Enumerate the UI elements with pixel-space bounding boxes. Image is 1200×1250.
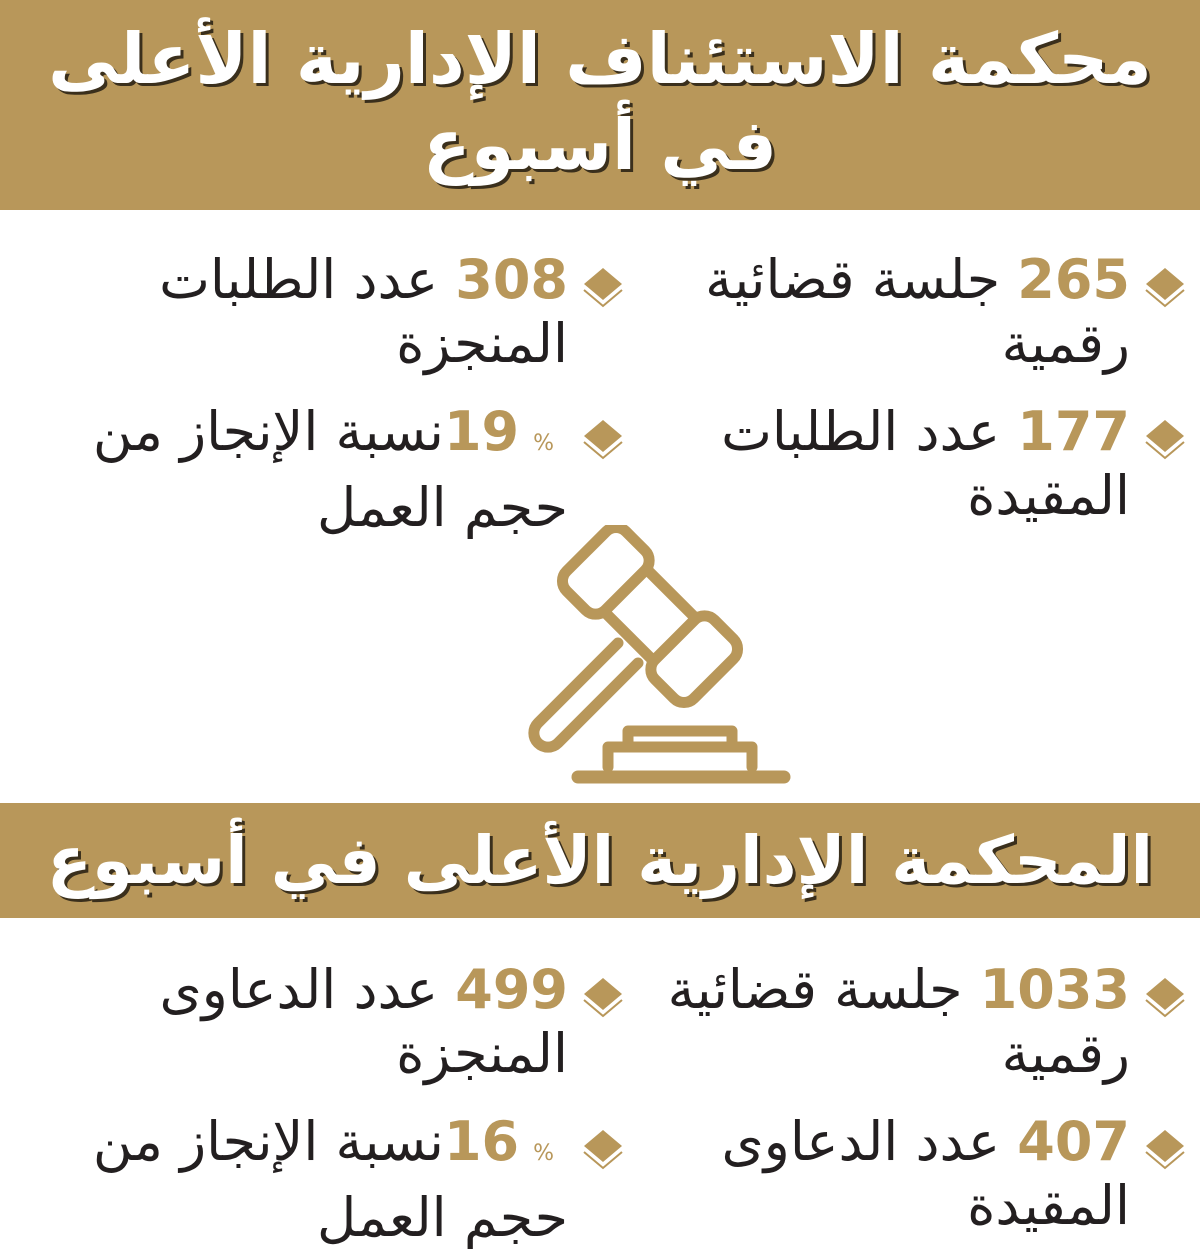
stat-completed-cases xyxy=(48,958,568,1098)
stat-number: 265 xyxy=(1017,248,1130,311)
stat-label-line2: رقمية xyxy=(1001,312,1130,375)
section1-banner xyxy=(0,0,1200,210)
stat-label-line2: رقمية xyxy=(1001,1022,1130,1085)
stat-number: 16 xyxy=(443,1110,520,1173)
percent-sign: % xyxy=(533,1141,554,1166)
stat-number: 308 xyxy=(455,248,568,311)
stat-number: 19 xyxy=(443,400,520,463)
stat-label-line2: المقيدة xyxy=(967,1174,1130,1237)
stat-label-line1: عدد الدعاوى xyxy=(721,1110,1001,1173)
section1-title-line2: في أسبوع xyxy=(422,104,778,186)
stat-completed-requests xyxy=(48,248,568,388)
stat-label-line1: نسبة الإنجاز من xyxy=(92,1110,444,1173)
stat-label-line1: عدد الطلبات xyxy=(721,400,1001,463)
stat-label-line1: عدد الدعاوى xyxy=(159,958,439,1021)
stat-completion-rate-2 xyxy=(48,1110,568,1250)
stat-registered-requests xyxy=(610,400,1130,540)
stat-label-line1: جلسة قضائية xyxy=(667,958,963,1021)
diamond-bullet-icon xyxy=(582,1128,624,1170)
stat-label-line2: حجم العمل xyxy=(317,1186,568,1249)
section2-banner xyxy=(0,803,1200,918)
gavel-icon xyxy=(500,525,810,805)
diamond-bullet-icon xyxy=(1144,266,1186,308)
stat-label-line2: المنجزة xyxy=(396,312,568,375)
stat-label-line1: نسبة الإنجاز من xyxy=(92,400,444,463)
stat-label-line2: المقيدة xyxy=(967,464,1130,527)
stat-digital-sessions-1 xyxy=(610,248,1130,388)
section1-title-line1: محكمة الاستئناف الإدارية الأعلى xyxy=(48,18,1152,100)
stat-completion-rate-1 xyxy=(48,400,568,540)
stat-number: 407 xyxy=(1017,1110,1130,1173)
section2-title: المحكمة الإدارية الأعلى في أسبوع xyxy=(46,822,1154,899)
diamond-bullet-icon xyxy=(582,418,624,460)
stat-number: 499 xyxy=(455,958,568,1021)
diamond-bullet-icon xyxy=(582,266,624,308)
diamond-bullet-icon xyxy=(1144,418,1186,460)
stat-label-line2: المنجزة xyxy=(396,1022,568,1085)
stat-label-line1: جلسة قضائية xyxy=(705,248,1001,311)
stat-label-line2: حجم العمل xyxy=(317,476,568,539)
percent-sign: % xyxy=(533,431,554,456)
stat-number: 1033 xyxy=(979,958,1130,1021)
diamond-bullet-icon xyxy=(1144,1128,1186,1170)
stat-label-line1: عدد الطلبات xyxy=(159,248,439,311)
stat-number: 177 xyxy=(1017,400,1130,463)
stat-digital-sessions-2 xyxy=(610,958,1130,1098)
diamond-bullet-icon xyxy=(1144,976,1186,1018)
stat-registered-cases xyxy=(610,1110,1130,1250)
diamond-bullet-icon xyxy=(582,976,624,1018)
